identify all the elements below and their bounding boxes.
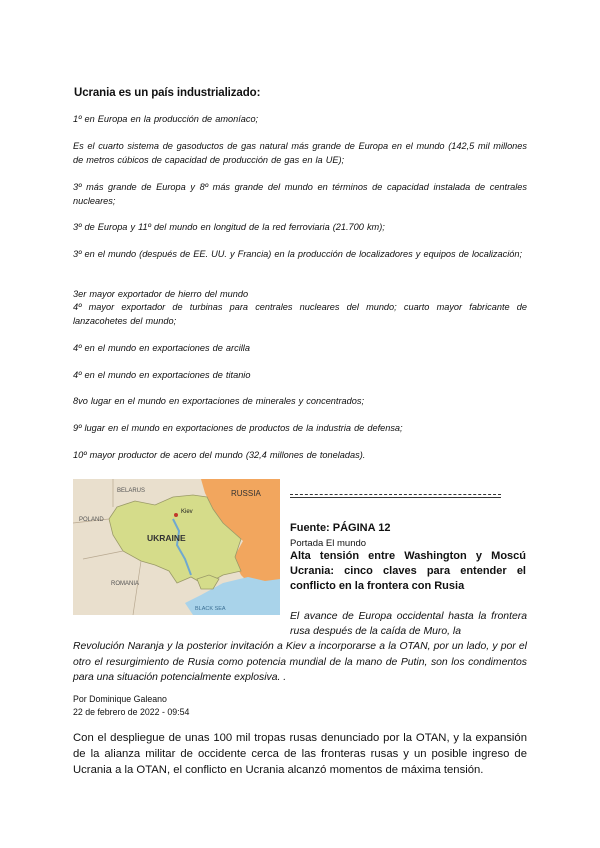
fact-item: 3º de Europa y 11º del mundo en longitud de la red ferroviaria (21.700 km);: [73, 222, 385, 232]
article-headline: Alta tensión entre Washington y Moscú Ucrania: cinco claves para entender el conflicto en la frontera con Rusia: [290, 550, 526, 592]
fact-item: 1º en Europa en la producción de amoníaco;: [73, 114, 259, 124]
article-byline: [73, 693, 189, 718]
label-kiev: Kiev: [181, 509, 193, 515]
label-ukraine: UKRAINE: [147, 533, 186, 543]
fact-item: 4º mayor exportador de turbinas para centrales nucleares del mundo; cuarto mayor fabricante de lanzacohetes del mundo;: [73, 302, 527, 326]
section-label: Portada El mundo: [290, 538, 367, 549]
ukraine-map: [73, 479, 280, 615]
ukraine-map-graphic: [73, 479, 280, 615]
fact-item: 4º en el mundo en exportaciones de titanio: [73, 370, 251, 380]
fact-item: 4º en el mundo en exportaciones de arcilla: [73, 343, 250, 353]
fact-item: 9º lugar en el mundo en exportaciones de productos de la industria de defensa;: [73, 423, 403, 433]
label-poland: POLAND: [79, 517, 104, 523]
fact-item: 3º en el mundo (después de EE. UU. y Francia) en la producción de localizadores y equipos de localización;: [73, 249, 523, 259]
author-name: Por Dominique Galeano: [73, 694, 167, 704]
label-black-sea: BLACK SEA: [195, 606, 226, 612]
kiev-marker: [174, 513, 178, 517]
label-russia: RUSSIA: [231, 489, 261, 498]
fact-item: 3º más grande de Europa y 8º más grande del mundo en términos de capacidad instalada de centrales nucleares;: [73, 182, 527, 206]
article-body: Con el despliegue de unas 100 mil tropas rusas denunciado por la OTAN, y la expansión de la alianza militar de occidente cerca de las fronteras rusas y un posible ingreso de Ucrania a la OTAN, el conflicto en Ucrania alcanzó momentos de máxima tensión.: [73, 732, 527, 777]
publish-date: 22 de febrero de 2022 - 09:54: [73, 706, 190, 717]
intro-lead: El avance de Europa occidental hasta la frontera rusa después de la caída de Muro, la: [290, 611, 527, 638]
label-belarus: BELARUS: [117, 488, 146, 494]
fact-item: Es el cuarto sistema de gasoductos de gas natural más grande de Europa en el mundo (142,5 mil millones de metros cúbicos de capacidad de producción de gas en la UE);: [73, 141, 527, 165]
fact-item: 8vo lugar en el mundo en exportaciones de minerales y concentrados;: [73, 396, 365, 406]
section-heading: Ucrania es un país industrializado:: [74, 87, 261, 99]
article-intro: [73, 609, 527, 685]
fact-item: 10º mayor productor de acero del mundo (32,4 millones de toneladas).: [73, 450, 366, 460]
separator-line: [290, 497, 501, 498]
source-label: Fuente: PÁGINA 12: [290, 522, 391, 534]
separator-dashed: [290, 494, 501, 495]
label-romania: ROMANIA: [111, 581, 140, 587]
intro-rest: Revolución Naranja y la posterior invitación a Kiev a incorporarse a la OTAN, por un lado, y por el otro el resurgimiento de Rusia como potencia mundial de la mano de Putin, son los condimentos para una situación potencialmente explosiva. .: [73, 641, 527, 683]
fact-item: 3er mayor exportador de hierro del mundo: [73, 289, 249, 299]
